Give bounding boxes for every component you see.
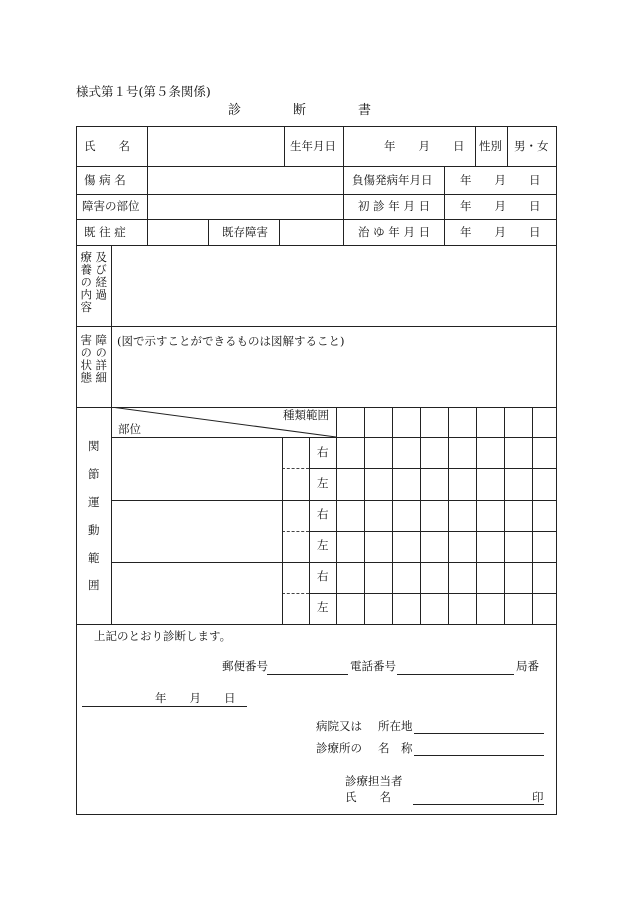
hospital-label: 病院又は [316, 719, 362, 733]
side-label-right-2: 右 [317, 507, 329, 521]
past-history-label: 既 往 症 [84, 225, 126, 239]
sex-value: 男・女 [514, 139, 549, 153]
rom-label-char: 節 [88, 467, 100, 481]
postal-code-line[interactable] [267, 674, 348, 675]
facility-name-label: 名 称 [378, 741, 413, 755]
sex-label: 性別 [479, 139, 502, 153]
diagnosis-statement: 上記のとおり診断します。 [94, 629, 232, 643]
form-number: 様式第１号(第５条関係) [76, 84, 211, 99]
doctor-name-line[interactable] [413, 804, 544, 805]
seal-mark: 印 [532, 790, 544, 804]
name-label: 氏 名 [84, 139, 130, 153]
postal-code-label: 郵便番号 [222, 659, 268, 673]
clinic-label: 診療所の [316, 741, 362, 755]
birth-date-label: 生年月日 [290, 139, 336, 153]
details-label-col1: 障の詳細 [94, 334, 109, 384]
doctor-label: 診療担当者 [345, 774, 403, 788]
doctor-name-label: 氏 名 [345, 790, 391, 804]
diagnosis-date: 年 月 日 [155, 691, 236, 705]
rom-label-char: 範 [88, 551, 100, 565]
exchange-label: 局番 [516, 659, 539, 673]
page-title: 診 断 書 [228, 103, 372, 118]
side-label-right-3: 右 [317, 569, 329, 583]
treatment-label-col1: 及び経過 [94, 251, 109, 301]
first-visit-value: 年 月 日 [460, 199, 541, 213]
rom-label-char: 囲 [88, 578, 100, 592]
cure-date-label: 治 ゆ 年 月 日 [358, 225, 431, 239]
details-label-col2: 害の状態 [79, 334, 94, 384]
birth-date-value: 年 月 日 [384, 139, 465, 153]
existing-disability-label: 既存障害 [222, 225, 268, 239]
phone-label: 電話番号 [350, 659, 396, 673]
disability-site-label: 障害の部位 [82, 199, 140, 213]
facility-name-line[interactable] [414, 755, 544, 756]
treatment-label-col2: 療養の内容 [79, 251, 94, 314]
side-label-left-1: 左 [317, 476, 329, 490]
address-label: 所在地 [378, 719, 413, 733]
phone-line[interactable] [397, 674, 514, 675]
rom-label-char: 関 [88, 439, 100, 453]
details-note: (図で示すことができるものは図解すること) [117, 334, 345, 348]
onset-date-value: 年 月 日 [460, 173, 541, 187]
onset-date-label: 負傷発病年月日 [352, 173, 433, 187]
side-label-left-2: 左 [317, 538, 329, 552]
type-range-label: 種類範囲 [283, 408, 329, 422]
address-line[interactable] [414, 733, 544, 734]
side-label-right-1: 右 [317, 445, 329, 459]
diagnosis-date-line[interactable] [82, 706, 247, 707]
side-label-left-3: 左 [317, 600, 329, 614]
cure-date-value: 年 月 日 [460, 225, 541, 239]
part-label: 部位 [118, 422, 141, 436]
rom-label-char: 動 [88, 523, 100, 537]
first-visit-label: 初 診 年 月 日 [358, 199, 431, 213]
disease-label: 傷 病 名 [84, 173, 126, 187]
rom-label-char: 運 [88, 495, 100, 509]
